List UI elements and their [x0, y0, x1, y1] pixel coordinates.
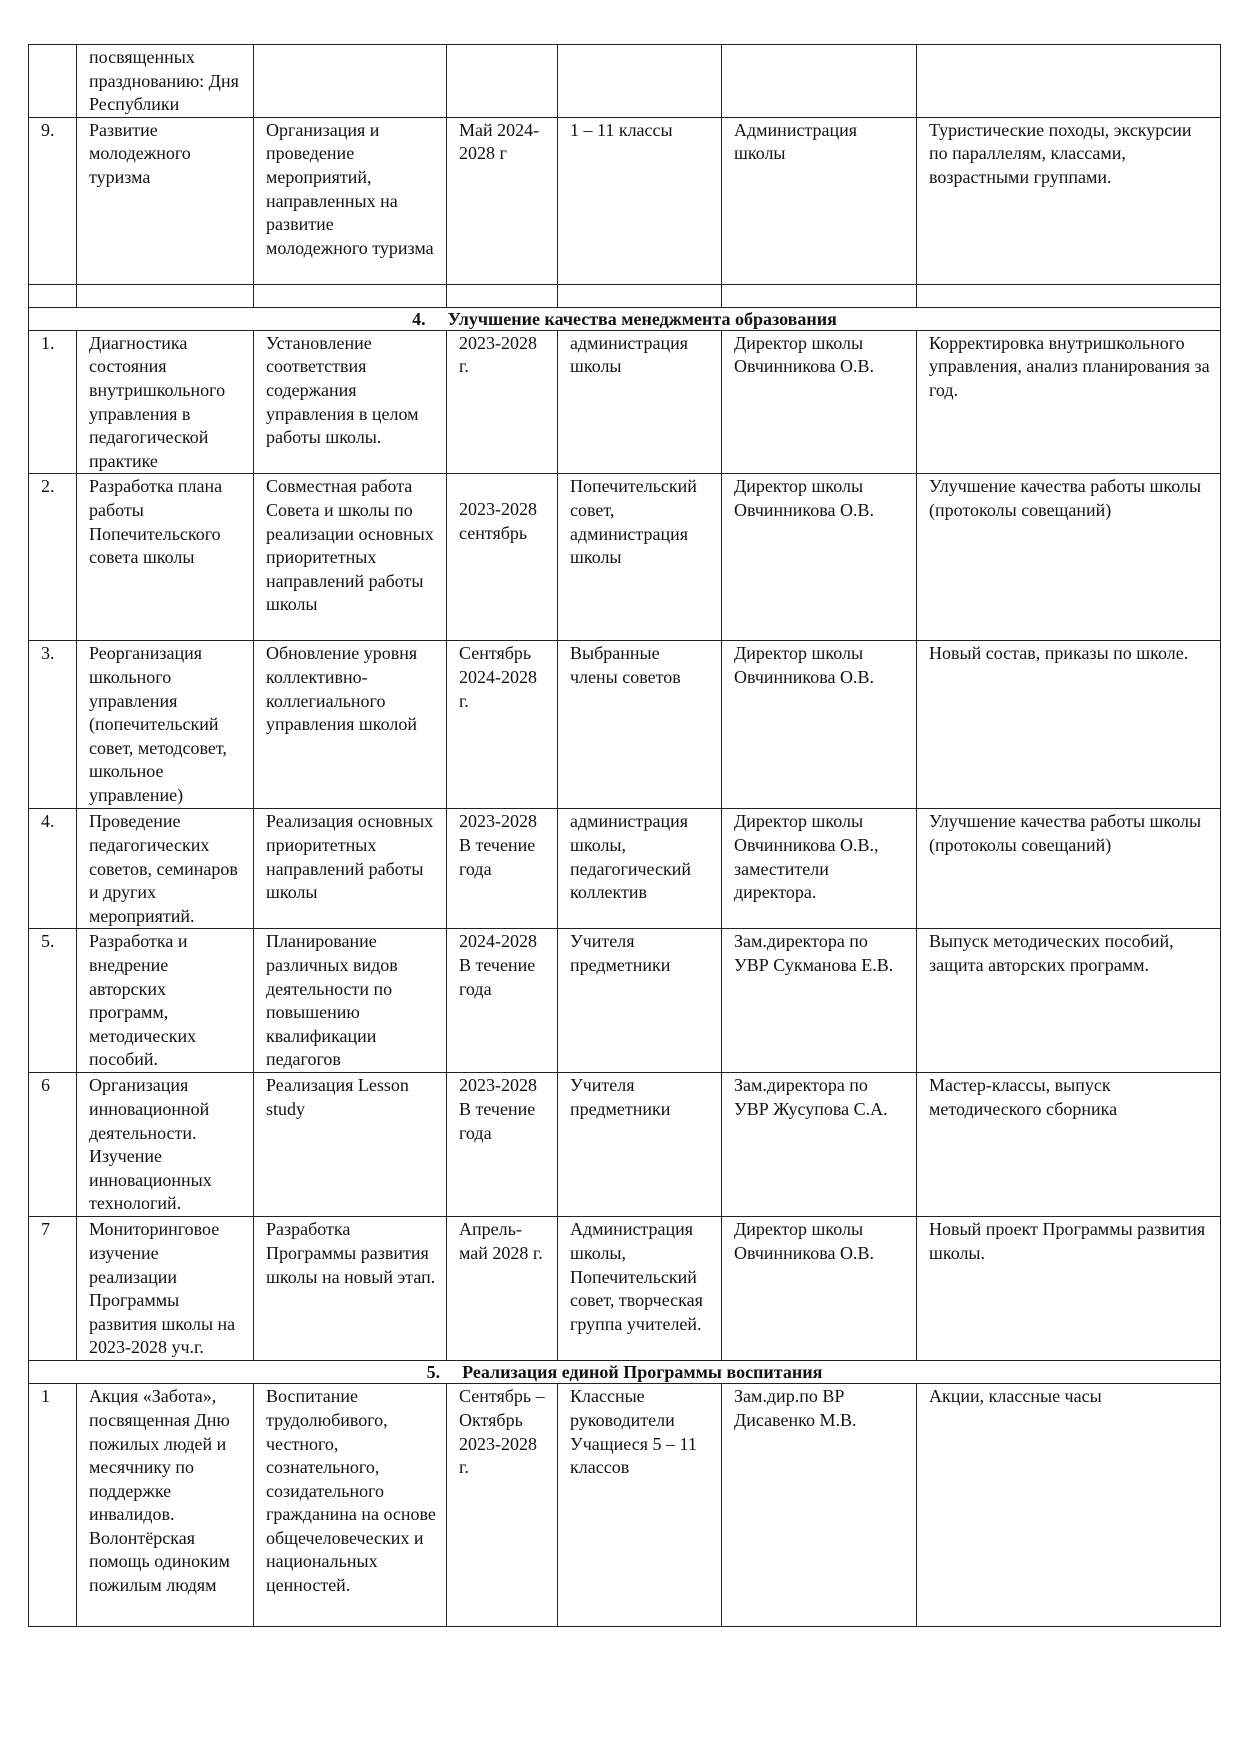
table-row — [29, 45, 1221, 118]
cell-event: посвященных празднованию: Дня Республики — [77, 45, 254, 118]
section-heading — [29, 307, 1221, 330]
cell-participants: 1 – 11 классы — [558, 117, 722, 284]
cell-date: 2024-2028 В течение года — [447, 929, 558, 1073]
section-heading — [29, 1361, 1221, 1384]
cell-date: 2023-2028 г. — [447, 330, 558, 474]
cell-goal: Совместная работа Совета и школы по реализации основных приоритетных направлений работы школы — [254, 474, 447, 641]
cell-no: 9. — [29, 117, 77, 284]
cell-participants: Учителя предметники — [558, 1073, 722, 1217]
section-number: 5. — [426, 1362, 441, 1383]
cell-responsible: Директор школы Овчинникова О.В. — [722, 1217, 917, 1361]
section-title: Улучшение качества менеджмента образования — [447, 308, 837, 329]
cell-event: Реорганизация школьного управления (попечительский совет, методсовет, школьное управление) — [77, 641, 254, 809]
table-row — [29, 641, 1221, 809]
cell-goal — [254, 45, 447, 118]
cell-no: 1 — [29, 1384, 77, 1627]
cell-result: Акции, классные часы — [917, 1384, 1221, 1627]
cell-result — [917, 45, 1221, 118]
table-row — [29, 1073, 1221, 1217]
cell-date — [447, 45, 558, 118]
cell-responsible: Директор школы Овчинникова О.В. — [722, 330, 917, 474]
cell-date: Апрель-май 2028 г. — [447, 1217, 558, 1361]
cell-no: 3. — [29, 641, 77, 809]
cell-goal: Установление соответствия содержания управления в целом работы школы. — [254, 330, 447, 474]
cell-no: 2. — [29, 474, 77, 641]
cell-no: 1. — [29, 330, 77, 474]
cell-goal: Воспитание трудолюбивого, честного, сознательного, созидательного гражданина на основе общечеловеческих и национальных ценностей. — [254, 1384, 447, 1627]
cell-date: 2023-2028 В течение года — [447, 809, 558, 929]
cell-event: Диагностика состояния внутришкольного управления в педагогической практике — [77, 330, 254, 474]
cell-event: Развитие молодежного туризма — [77, 117, 254, 284]
cell-result: Мастер-классы, выпуск методического сборника — [917, 1073, 1221, 1217]
cell-participants: Классные руководители Учащиеся 5 – 11 классов — [558, 1384, 722, 1627]
cell-goal: Реализация Lesson study — [254, 1073, 447, 1217]
cell-responsible: Директор школы Овчинникова О.В., заместители директора. — [722, 809, 917, 929]
table-row — [29, 1384, 1221, 1627]
cell-date: Сентябрь 2024-2028 г. — [447, 641, 558, 809]
cell-goal: Разработка Программы развития школы на новый этап. — [254, 1217, 447, 1361]
table-row — [29, 330, 1221, 474]
cell-event: Мониторинговое изучение реализации Программы развития школы на 2023-2028 уч.г. — [77, 1217, 254, 1361]
cell-event: Организация инновационной деятельности. Изучение инновационных технологий. — [77, 1073, 254, 1217]
cell-participants — [558, 45, 722, 118]
cell-responsible: Зам.директора по УВР Жусупова С.А. — [722, 1073, 917, 1217]
cell-no: 6 — [29, 1073, 77, 1217]
cell-no: 7 — [29, 1217, 77, 1361]
cell-no: 5. — [29, 929, 77, 1073]
table-row — [29, 474, 1221, 641]
cell-goal: Обновление уровня коллективно-коллегиального управления школой — [254, 641, 447, 809]
cell-date: Май 2024-2028 г — [447, 117, 558, 284]
table-row — [29, 1217, 1221, 1361]
cell-participants: Попечительский совет, администрация школы — [558, 474, 722, 641]
cell-event: Акция «Забота», посвященная Дню пожилых людей и месячнику по поддержке инвалидов. Волонтёрская помощь одиноким пожилым людям — [77, 1384, 254, 1627]
cell-result: Корректировка внутришкольного управления, анализ планирования за год. — [917, 330, 1221, 474]
cell-result: Новый состав, приказы по школе. — [917, 641, 1221, 809]
cell-event: Разработка и внедрение авторских программ, методических пособий. — [77, 929, 254, 1073]
cell-responsible: Директор школы Овчинникова О.В. — [722, 641, 917, 809]
cell-result: Новый проект Программы развития школы. — [917, 1217, 1221, 1361]
cell-goal: Реализация основных приоритетных направлений работы школы — [254, 809, 447, 929]
plan-table — [28, 44, 1221, 1627]
cell-responsible: Зам.директора по УВР Сукманова Е.В. — [722, 929, 917, 1073]
cell-responsible: Директор школы Овчинникова О.В. — [722, 474, 917, 641]
cell-goal: Организация и проведение мероприятий, направленных на развитие молодежного туризма — [254, 117, 447, 284]
cell-no — [29, 45, 77, 118]
cell-responsible: Администрация школы — [722, 117, 917, 284]
cell-result: Выпуск методических пособий, защита авторских программ. — [917, 929, 1221, 1073]
cell-result: Улучшение качества работы школы (протоколы совещаний) — [917, 809, 1221, 929]
cell-no: 4. — [29, 809, 77, 929]
cell-responsible: Зам.дир.по ВР Дисавенко М.В. — [722, 1384, 917, 1627]
cell-result: Туристические походы, экскурсии по параллелям, классами, возрастными группами. — [917, 117, 1221, 284]
section-title: Реализация единой Программы воспитания — [462, 1362, 823, 1383]
cell-participants: администрация школы — [558, 330, 722, 474]
cell-participants: Администрация школы, Попечительский совет, творческая группа учителей. — [558, 1217, 722, 1361]
empty-row — [29, 284, 1221, 307]
cell-result: Улучшение качества работы школы (протоколы совещаний) — [917, 474, 1221, 641]
cell-responsible — [722, 45, 917, 118]
cell-date: 2023-2028 В течение года — [447, 1073, 558, 1217]
cell-event: Проведение педагогических советов, семинаров и других мероприятий. — [77, 809, 254, 929]
section-number: 4. — [412, 308, 426, 329]
cell-participants: Выбранные члены советов — [558, 641, 722, 809]
cell-date: Сентябрь – Октябрь 2023-2028 г. — [447, 1384, 558, 1627]
cell-event: Разработка плана работы Попечительского совета школы — [77, 474, 254, 641]
table-row — [29, 117, 1221, 284]
table-row — [29, 809, 1221, 929]
cell-date: 2023-2028 сентябрь — [447, 474, 558, 641]
cell-participants: Учителя предметники — [558, 929, 722, 1073]
table-row — [29, 929, 1221, 1073]
cell-goal: Планирование различных видов деятельности по повышению квалификации педагогов — [254, 929, 447, 1073]
cell-participants: администрация школы, педагогический коллектив — [558, 809, 722, 929]
